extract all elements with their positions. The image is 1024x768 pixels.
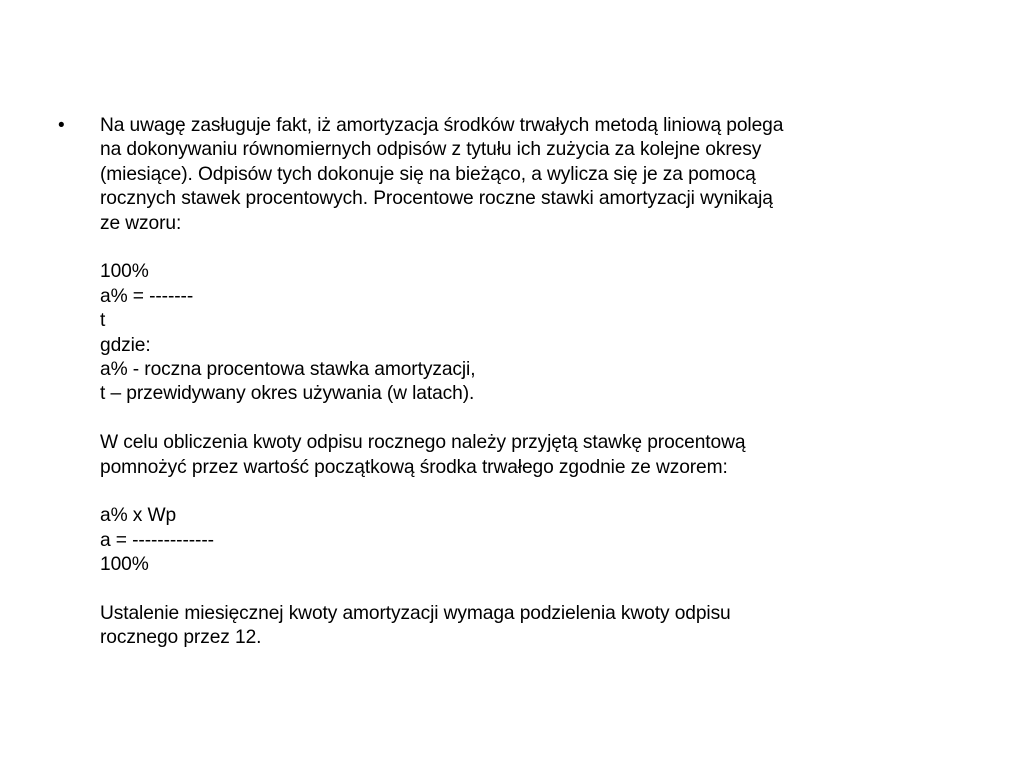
spacer (100, 407, 930, 431)
paragraph-1-line: ze wzoru: (100, 212, 182, 234)
formula-1-equation: a% = ------- (100, 285, 194, 307)
paragraph-1-line: Na uwagę zasługuje fakt, iż amortyzacja środków trwałych metodą liniową polega (100, 115, 784, 136)
paragraph-3-line: Ustalenie miesięcznej kwoty amortyzacji wymaga podzielenia kwoty odpisu (100, 603, 731, 625)
paragraph-1-line: na dokonywaniu równomiernych odpisów z tytułu ich zużycia za kolejne okresy (100, 139, 762, 161)
legend-intro: gdzie: (100, 334, 151, 356)
paragraph-3-line: rocznego przez 12. (100, 627, 262, 649)
formula-1-denominator: t (100, 310, 106, 332)
paragraph-1-line: rocznych stawek procentowych. Procentowe roczne stawki amortyzacji wynikają (100, 188, 773, 210)
spacer (100, 480, 930, 504)
legend-a-definition: a% - roczna procentowa stawka amortyzacji, (100, 359, 476, 381)
paragraph-2-line: W celu obliczenia kwoty odpisu rocznego należy przyjętą stawkę procentową (100, 432, 746, 454)
bullet-dot: • (58, 115, 65, 136)
bullet-content (100, 114, 930, 651)
formula-2-denominator: 100% (100, 554, 149, 576)
paragraph-1-line: (miesiące). Odpisów tych dokonuje się na bieżąco, a wylicza się je za pomocą (100, 163, 756, 185)
spacer (100, 578, 930, 602)
paragraph-2-line: pomnożyć przez wartość początkową środka trwałego zgodnie ze wzorem: (100, 456, 728, 478)
spacer (100, 236, 930, 260)
formula-2-equation: a = ------------- (100, 529, 214, 551)
formula-2-numerator: a% x Wp (100, 505, 177, 527)
legend-t-definition: t – przewidywany okres używania (w latach). (100, 383, 475, 405)
formula-1-numerator: 100% (100, 261, 149, 283)
